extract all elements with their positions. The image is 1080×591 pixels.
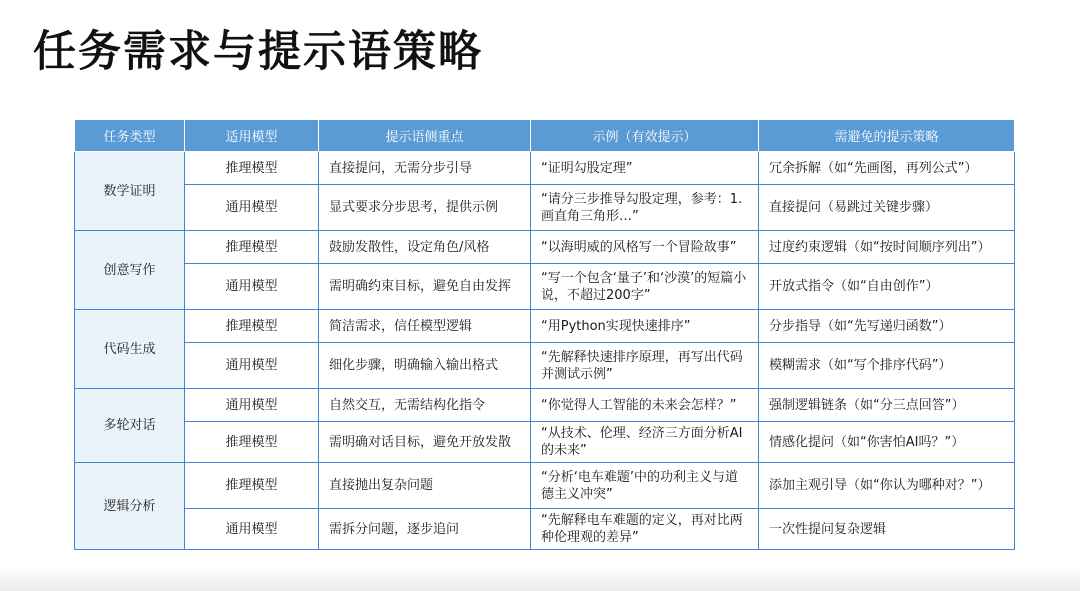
avoid-cell: 过度约束逻辑（如“按时间顺序列出”）: [759, 231, 1015, 264]
table-row: [75, 343, 1015, 389]
model-cell: 通用模型: [185, 389, 319, 422]
example-cell: “你觉得人工智能的未来会怎样？”: [531, 389, 759, 422]
model-cell: 通用模型: [185, 509, 319, 550]
table-row: [75, 231, 1015, 264]
bottom-shade: [0, 565, 1080, 591]
focus-cell: 需拆分问题，逐步追问: [319, 509, 531, 550]
header-avoid: 需避免的提示策略: [759, 120, 1015, 152]
task-type-cell: 代码生成: [75, 310, 185, 389]
model-cell: 推理模型: [185, 463, 319, 509]
table-row: [75, 422, 1015, 463]
focus-cell: 显式要求分步思考，提供示例: [319, 185, 531, 231]
example-cell: “写一个包含‘量子’和‘沙漠’的短篇小说，不超过200字”: [531, 264, 759, 310]
avoid-cell: 直接提问（易跳过关键步骤）: [759, 185, 1015, 231]
example-cell: “以海明威的风格写一个冒险故事”: [531, 231, 759, 264]
avoid-cell: 分步指导（如“先写递归函数”）: [759, 310, 1015, 343]
table-row: [75, 185, 1015, 231]
example-cell: “证明勾股定理”: [531, 152, 759, 185]
table-header-row: [75, 120, 1015, 152]
header-example: 示例（有效提示）: [531, 120, 759, 152]
slide-title: 任务需求与提示语策略: [33, 27, 483, 77]
example-cell: “从技术、伦理、经济三方面分析AI的未来”: [531, 422, 759, 463]
header-model: 适用模型: [185, 120, 319, 152]
focus-cell: 鼓励发散性，设定角色/风格: [319, 231, 531, 264]
example-cell: “请分三步推导勾股定理，参考：1. 画直角三角形…”: [531, 185, 759, 231]
model-cell: 推理模型: [185, 152, 319, 185]
task-type-cell: 数学证明: [75, 152, 185, 231]
focus-cell: 需明确约束目标，避免自由发挥: [319, 264, 531, 310]
model-cell: 通用模型: [185, 343, 319, 389]
example-cell: “分析‘电车难题’中的功利主义与道德主义冲突”: [531, 463, 759, 509]
focus-cell: 细化步骤，明确输入输出格式: [319, 343, 531, 389]
table-row: [75, 310, 1015, 343]
strategy-table: [74, 119, 1015, 550]
focus-cell: 简洁需求，信任模型逻辑: [319, 310, 531, 343]
table-row: [75, 509, 1015, 550]
header-focus: 提示语侧重点: [319, 120, 531, 152]
avoid-cell: 一次性提问复杂逻辑: [759, 509, 1015, 550]
focus-cell: 自然交互，无需结构化指令: [319, 389, 531, 422]
avoid-cell: 模糊需求（如“写个排序代码”）: [759, 343, 1015, 389]
model-cell: 推理模型: [185, 422, 319, 463]
header-task-type: 任务类型: [75, 120, 185, 152]
task-type-cell: 多轮对话: [75, 389, 185, 463]
table-row: [75, 389, 1015, 422]
model-cell: 推理模型: [185, 310, 319, 343]
model-cell: 通用模型: [185, 264, 319, 310]
focus-cell: 直接提问，无需分步引导: [319, 152, 531, 185]
avoid-cell: 强制逻辑链条（如“分三点回答”）: [759, 389, 1015, 422]
focus-cell: 直接抛出复杂问题: [319, 463, 531, 509]
example-cell: “先解释快速排序原理，再写出代码并测试示例”: [531, 343, 759, 389]
model-cell: 通用模型: [185, 185, 319, 231]
table-row: [75, 152, 1015, 185]
avoid-cell: 冗余拆解（如“先画图，再列公式”）: [759, 152, 1015, 185]
model-cell: 推理模型: [185, 231, 319, 264]
task-type-cell: 逻辑分析: [75, 463, 185, 550]
table-row: [75, 264, 1015, 310]
avoid-cell: 开放式指令（如“自由创作”）: [759, 264, 1015, 310]
strategy-table-container: [74, 119, 1014, 550]
example-cell: “先解释电车难题的定义，再对比两种伦理观的差异”: [531, 509, 759, 550]
avoid-cell: 情感化提问（如“你害怕AI吗？”）: [759, 422, 1015, 463]
task-type-cell: 创意写作: [75, 231, 185, 310]
focus-cell: 需明确对话目标，避免开放发散: [319, 422, 531, 463]
table-row: [75, 463, 1015, 509]
example-cell: “用Python实现快速排序”: [531, 310, 759, 343]
avoid-cell: 添加主观引导（如“你认为哪种对？”）: [759, 463, 1015, 509]
